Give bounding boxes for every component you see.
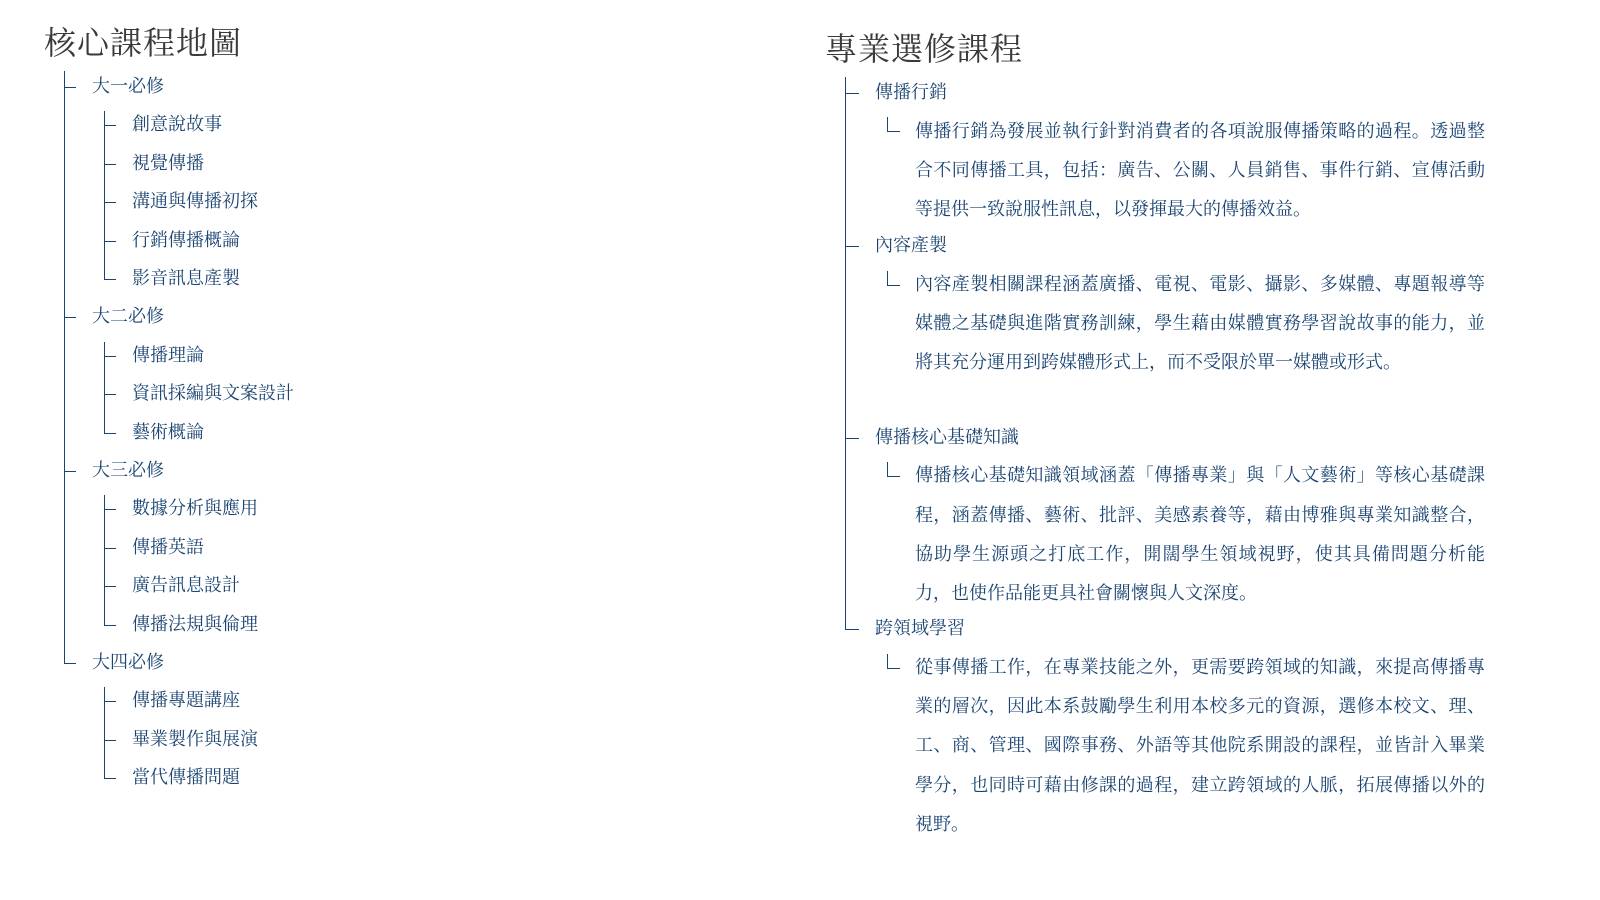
tree-branch (104, 586, 116, 587)
course-item: 傳播英語 (132, 536, 204, 558)
tree-corner (887, 117, 900, 132)
tree-branch (104, 509, 116, 510)
tree-branch (64, 87, 76, 88)
tree-branch (104, 164, 116, 165)
tree-branch (845, 246, 859, 247)
tree-branch (104, 701, 116, 702)
tree-branch (104, 125, 116, 126)
core-curriculum-title: 核心課程地圖 (44, 24, 243, 62)
tree-branch (104, 202, 116, 203)
elective-category-label: 傳播行銷 (875, 82, 947, 103)
course-item: 創意說故事 (132, 114, 222, 136)
elective-category-description: 傳播核心基礎知識領域涵蓋「傳播專業」與「人文藝術」等核心基礎課程，涵蓋傳播、藝術、批評、美感素養等，藉由博雅與專業知識整合，協助學生源頭之打底工作，開闊學生領域視野，使其具備問題分析能力，也使作品能更具社會關懷與人文深度。 (915, 465, 1485, 604)
elective-courses-title: 專業選修課程 (825, 30, 1024, 68)
tree-branch (845, 629, 859, 630)
tree-trunk (104, 495, 105, 624)
course-item: 傳播專題講座 (132, 690, 240, 712)
elective-courses-tree (845, 74, 1585, 874)
year-group-label: 大一必修 (92, 76, 164, 97)
tree-branch (104, 548, 116, 549)
tree-branch (104, 740, 116, 741)
elective-category-label: 跨領域學習 (875, 618, 965, 640)
core-curriculum-tree (64, 70, 664, 789)
tree-branch (104, 279, 116, 280)
tree-branch (104, 394, 116, 395)
course-item: 資訊採編與文案設計 (132, 383, 294, 405)
tree-branch (845, 438, 859, 439)
year-group-label: 大二必修 (92, 306, 164, 328)
tree-branch (104, 625, 116, 626)
elective-category-description: 傳播行銷為發展並執行針對消費者的各項說服傳播策略的過程。透過整合不同傳播工具，包括：廣告、公關、人員銷售、事件行銷、宣傳活動等提供一致說服性訊息，以發揮最大的傳播效益。 (915, 120, 1485, 221)
tree-branch (104, 356, 116, 357)
tree-trunk (64, 71, 65, 663)
tree-corner (887, 462, 900, 477)
tree-corner (887, 654, 900, 669)
year-group-label: 大四必修 (92, 652, 164, 673)
tree-branch (64, 471, 76, 472)
course-item: 廣告訊息設計 (132, 575, 240, 597)
tree-trunk (104, 687, 105, 778)
tree-corner (887, 271, 900, 286)
course-item: 藝術概論 (132, 421, 204, 443)
course-item: 溝通與傳播初探 (132, 191, 258, 213)
elective-category-description: 從事傳播工作，在專業技能之外，更需要跨領域的知識，來提高傳播專業的層次，因此本系鼓勵學生利用本校多元的資源，選修本校文、理、 工、商、管理、國際事務、外語等其他院系開設的課程，並皆計入畢業學分，也同時可藉由修課的過程，建立跨領域的人脈，拓展傳播以外的視野。 (915, 656, 1485, 835)
tree-branch (104, 433, 116, 434)
course-item: 當代傳播問題 (132, 767, 240, 789)
tree-trunk (104, 111, 105, 279)
year-group-label: 大三必修 (92, 460, 164, 481)
course-item: 數據分析與應用 (132, 498, 258, 520)
course-item: 傳播法規與倫理 (132, 613, 258, 635)
course-item: 畢業製作與展演 (132, 728, 258, 750)
course-item: 影音訊息產製 (132, 268, 240, 289)
tree-branch (64, 317, 76, 318)
tree-branch (64, 663, 76, 664)
course-item: 傳播理論 (132, 344, 204, 366)
elective-category-label: 傳播核心基礎知識 (875, 426, 1019, 448)
elective-category-label: 內容產製 (875, 235, 947, 257)
tree-trunk (104, 342, 105, 433)
elective-category-description: 內容產製相關課程涵蓋廣播、電視、電影、攝影、多媒體、專題報導等媒體之基礎與進階實務訓練，學生藉由媒體實務學習說故事的能力，並將其充分運用到跨媒體形式上，而不受限於單一媒體或形式。 (915, 273, 1485, 374)
tree-branch (104, 778, 116, 779)
course-item: 視覺傳播 (132, 152, 204, 174)
tree-branch (845, 93, 859, 94)
tree-branch (104, 241, 116, 242)
tree-trunk (845, 77, 846, 629)
course-item: 行銷傳播概論 (132, 229, 240, 251)
